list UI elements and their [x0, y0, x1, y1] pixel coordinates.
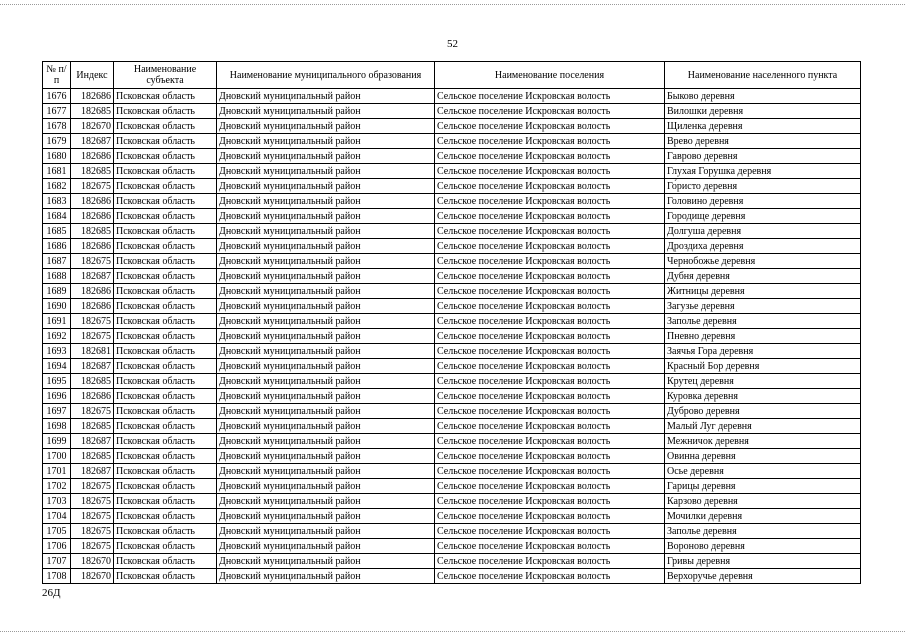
- postal-index: 182687: [71, 464, 114, 479]
- postal-index: 182686: [71, 284, 114, 299]
- subject-name: Псковская область: [114, 284, 217, 299]
- postal-index: 182675: [71, 494, 114, 509]
- municipality-name: Дновский муниципальный район: [217, 524, 435, 539]
- table-body: [43, 89, 861, 584]
- postal-index: 182685: [71, 164, 114, 179]
- settlement-name: Сельское поселение Искровская волость: [435, 134, 665, 149]
- row-number: 1699: [43, 434, 71, 449]
- row-number: 1679: [43, 134, 71, 149]
- locality-name: Го́ристо деревня: [665, 179, 861, 194]
- header-number: № п/п: [43, 62, 71, 89]
- municipality-name: Дновский муниципальный район: [217, 149, 435, 164]
- municipality-name: Дновский муниципальный район: [217, 419, 435, 434]
- settlement-name: Сельское поселение Искровская волость: [435, 524, 665, 539]
- municipality-name: Дновский муниципальный район: [217, 404, 435, 419]
- table-row: [43, 389, 861, 404]
- row-number: 1691: [43, 314, 71, 329]
- postal-index: 182686: [71, 239, 114, 254]
- municipality-name: Дновский муниципальный район: [217, 329, 435, 344]
- table-row: [43, 404, 861, 419]
- locality-name: Мочилки деревня: [665, 509, 861, 524]
- locality-name: Вилошки деревня: [665, 104, 861, 119]
- settlement-name: Сельское поселение Искровская волость: [435, 329, 665, 344]
- subject-name: Псковская область: [114, 419, 217, 434]
- table-row: [43, 224, 861, 239]
- municipality-name: Дновский муниципальный район: [217, 449, 435, 464]
- locality-name: Дуброво деревня: [665, 404, 861, 419]
- postal-index: 182670: [71, 569, 114, 584]
- subject-name: Псковская область: [114, 209, 217, 224]
- municipality-name: Дновский муниципальный район: [217, 239, 435, 254]
- subject-name: Псковская область: [114, 554, 217, 569]
- locality-name: Межничок деревня: [665, 434, 861, 449]
- postal-index: 182686: [71, 194, 114, 209]
- settlement-name: Сельское поселение Искровская волость: [435, 494, 665, 509]
- settlement-name: Сельское поселение Искровская волость: [435, 284, 665, 299]
- row-number: 1676: [43, 89, 71, 104]
- settlement-name: Сельское поселение Искровская волость: [435, 164, 665, 179]
- settlement-name: Сельское поселение Искровская волость: [435, 194, 665, 209]
- postal-index: 182686: [71, 299, 114, 314]
- table-row: [43, 539, 861, 554]
- postal-index: 182675: [71, 254, 114, 269]
- settlement-name: Сельское поселение Искровская волость: [435, 254, 665, 269]
- locality-name: Крутец деревня: [665, 374, 861, 389]
- municipality-name: Дновский муниципальный район: [217, 539, 435, 554]
- municipality-name: Дновский муниципальный район: [217, 494, 435, 509]
- municipality-name: Дновский муниципальный район: [217, 224, 435, 239]
- row-number: 1683: [43, 194, 71, 209]
- locality-name: Глухая Горушка деревня: [665, 164, 861, 179]
- settlement-name: Сельское поселение Искровская волость: [435, 479, 665, 494]
- postal-index: 182687: [71, 359, 114, 374]
- postal-index: 182675: [71, 329, 114, 344]
- subject-name: Псковская область: [114, 329, 217, 344]
- locality-name: Куровка деревня: [665, 389, 861, 404]
- settlement-name: Сельское поселение Искровская волость: [435, 404, 665, 419]
- locality-name: Заполье деревня: [665, 314, 861, 329]
- row-number: 1687: [43, 254, 71, 269]
- row-number: 1682: [43, 179, 71, 194]
- footer-code: 26Д: [42, 587, 61, 599]
- page-number: 52: [447, 38, 458, 50]
- settlement-name: Сельское поселение Искровская волость: [435, 389, 665, 404]
- subject-name: Псковская область: [114, 104, 217, 119]
- locality-name: Дроздиха деревня: [665, 239, 861, 254]
- subject-name: Псковская область: [114, 344, 217, 359]
- postal-index: 182685: [71, 419, 114, 434]
- settlement-name: Сельское поселение Искровская волость: [435, 239, 665, 254]
- municipality-name: Дновский муниципальный район: [217, 194, 435, 209]
- settlement-name: Сельское поселение Искровская волость: [435, 464, 665, 479]
- settlement-name: Сельское поселение Искровская волость: [435, 344, 665, 359]
- row-number: 1681: [43, 164, 71, 179]
- settlement-name: Сельское поселение Искровская волость: [435, 104, 665, 119]
- postal-index: 182670: [71, 119, 114, 134]
- postal-index: 182685: [71, 224, 114, 239]
- table-row: [43, 194, 861, 209]
- row-number: 1700: [43, 449, 71, 464]
- locality-name: Гарицы деревня: [665, 479, 861, 494]
- table-row: [43, 509, 861, 524]
- header-index: Индекс: [71, 62, 114, 89]
- municipality-name: Дновский муниципальный район: [217, 554, 435, 569]
- settlements-table: [42, 61, 861, 584]
- municipality-name: Дновский муниципальный район: [217, 299, 435, 314]
- subject-name: Псковская область: [114, 119, 217, 134]
- row-number: 1704: [43, 509, 71, 524]
- municipality-name: Дновский муниципальный район: [217, 104, 435, 119]
- row-number: 1707: [43, 554, 71, 569]
- table-row: [43, 494, 861, 509]
- table-row: [43, 269, 861, 284]
- table-row: [43, 374, 861, 389]
- subject-name: Псковская область: [114, 359, 217, 374]
- locality-name: Малый Луг деревня: [665, 419, 861, 434]
- locality-name: Чернобожье деревня: [665, 254, 861, 269]
- row-number: 1690: [43, 299, 71, 314]
- table-row: [43, 359, 861, 374]
- table-row: [43, 149, 861, 164]
- municipality-name: Дновский муниципальный район: [217, 119, 435, 134]
- postal-index: 182686: [71, 209, 114, 224]
- settlement-name: Сельское поселение Искровская волость: [435, 149, 665, 164]
- municipality-name: Дновский муниципальный район: [217, 479, 435, 494]
- subject-name: Псковская область: [114, 539, 217, 554]
- municipality-name: Дновский муниципальный район: [217, 374, 435, 389]
- table-row: [43, 329, 861, 344]
- row-number: 1694: [43, 359, 71, 374]
- table-row: [43, 464, 861, 479]
- row-number: 1677: [43, 104, 71, 119]
- row-number: 1705: [43, 524, 71, 539]
- table-row: [43, 164, 861, 179]
- subject-name: Псковская область: [114, 524, 217, 539]
- municipality-name: Дновский муниципальный район: [217, 209, 435, 224]
- locality-name: Житницы деревня: [665, 284, 861, 299]
- row-number: 1708: [43, 569, 71, 584]
- postal-index: 182686: [71, 89, 114, 104]
- subject-name: Псковская область: [114, 569, 217, 584]
- settlement-name: Сельское поселение Искровская волость: [435, 539, 665, 554]
- subject-name: Псковская область: [114, 479, 217, 494]
- header-municipality: Наименование муниципального образования: [217, 62, 435, 89]
- locality-name: Долгуша деревня: [665, 224, 861, 239]
- settlement-name: Сельское поселение Искровская волость: [435, 269, 665, 284]
- subject-name: Псковская область: [114, 449, 217, 464]
- subject-name: Псковская область: [114, 404, 217, 419]
- settlement-name: Сельское поселение Искровская волость: [435, 374, 665, 389]
- locality-name: Заячья Гора деревня: [665, 344, 861, 359]
- municipality-name: Дновский муниципальный район: [217, 314, 435, 329]
- table-row: [43, 299, 861, 314]
- subject-name: Псковская область: [114, 434, 217, 449]
- municipality-name: Дновский муниципальный район: [217, 569, 435, 584]
- scan-top-border: [0, 4, 905, 5]
- row-number: 1685: [43, 224, 71, 239]
- row-number: 1689: [43, 284, 71, 299]
- postal-index: 182681: [71, 344, 114, 359]
- postal-index: 182675: [71, 509, 114, 524]
- row-number: 1703: [43, 494, 71, 509]
- subject-name: Псковская область: [114, 149, 217, 164]
- locality-name: Дубня деревня: [665, 269, 861, 284]
- settlement-name: Сельское поселение Искровская волость: [435, 224, 665, 239]
- postal-index: 182686: [71, 389, 114, 404]
- table-row: [43, 179, 861, 194]
- subject-name: Псковская область: [114, 179, 217, 194]
- locality-name: Гаврово деревня: [665, 149, 861, 164]
- settlement-name: Сельское поселение Искровская волость: [435, 119, 665, 134]
- settlement-name: Сельское поселение Искровская волость: [435, 509, 665, 524]
- table-row: [43, 209, 861, 224]
- locality-name: Городище деревня: [665, 209, 861, 224]
- subject-name: Псковская область: [114, 134, 217, 149]
- row-number: 1695: [43, 374, 71, 389]
- row-number: 1698: [43, 419, 71, 434]
- municipality-name: Дновский муниципальный район: [217, 179, 435, 194]
- settlement-name: Сельское поселение Искровская волость: [435, 359, 665, 374]
- header-subject: Наименование субъекта: [114, 62, 217, 89]
- subject-name: Псковская область: [114, 194, 217, 209]
- subject-name: Псковская область: [114, 164, 217, 179]
- row-number: 1697: [43, 404, 71, 419]
- row-number: 1696: [43, 389, 71, 404]
- subject-name: Псковская область: [114, 269, 217, 284]
- table-row: [43, 419, 861, 434]
- subject-name: Псковская область: [114, 224, 217, 239]
- header-settlement: Наименование поселения: [435, 62, 665, 89]
- subject-name: Псковская область: [114, 509, 217, 524]
- municipality-name: Дновский муниципальный район: [217, 89, 435, 104]
- postal-index: 182675: [71, 314, 114, 329]
- settlement-name: Сельское поселение Искровская волость: [435, 209, 665, 224]
- table-row: [43, 254, 861, 269]
- municipality-name: Дновский муниципальный район: [217, 389, 435, 404]
- locality-name: Вороново деревня: [665, 539, 861, 554]
- municipality-name: Дновский муниципальный район: [217, 254, 435, 269]
- table-row: [43, 554, 861, 569]
- locality-name: Быково деревня: [665, 89, 861, 104]
- subject-name: Псковская область: [114, 464, 217, 479]
- municipality-name: Дновский муниципальный район: [217, 134, 435, 149]
- row-number: 1701: [43, 464, 71, 479]
- subject-name: Псковская область: [114, 254, 217, 269]
- settlement-name: Сельское поселение Искровская волость: [435, 419, 665, 434]
- postal-index: 182675: [71, 524, 114, 539]
- municipality-name: Дновский муниципальный район: [217, 344, 435, 359]
- municipality-name: Дновский муниципальный район: [217, 509, 435, 524]
- locality-name: Осье деревня: [665, 464, 861, 479]
- postal-index: 182685: [71, 104, 114, 119]
- locality-name: Карзово деревня: [665, 494, 861, 509]
- table-row: [43, 119, 861, 134]
- locality-name: Красный Бор деревня: [665, 359, 861, 374]
- table-row: [43, 89, 861, 104]
- postal-index: 182675: [71, 179, 114, 194]
- row-number: 1678: [43, 119, 71, 134]
- postal-index: 182675: [71, 539, 114, 554]
- locality-name: Заполье деревня: [665, 524, 861, 539]
- table-header-row: [43, 62, 861, 89]
- table-row: [43, 284, 861, 299]
- settlement-name: Сельское поселение Искровская волость: [435, 434, 665, 449]
- postal-index: 182685: [71, 449, 114, 464]
- scan-bottom-border: [0, 631, 905, 632]
- postal-index: 182675: [71, 479, 114, 494]
- table-row: [43, 134, 861, 149]
- locality-name: Гривы деревня: [665, 554, 861, 569]
- table-row: [43, 449, 861, 464]
- postal-index: 182687: [71, 269, 114, 284]
- table-row: [43, 104, 861, 119]
- municipality-name: Дновский муниципальный район: [217, 269, 435, 284]
- subject-name: Псковская область: [114, 89, 217, 104]
- table-row: [43, 524, 861, 539]
- postal-index: 182670: [71, 554, 114, 569]
- header-locality: Наименование населенного пункта: [665, 62, 861, 89]
- postal-index: 182686: [71, 149, 114, 164]
- subject-name: Псковская область: [114, 314, 217, 329]
- row-number: 1693: [43, 344, 71, 359]
- municipality-name: Дновский муниципальный район: [217, 359, 435, 374]
- postal-index: 182675: [71, 404, 114, 419]
- row-number: 1688: [43, 269, 71, 284]
- settlement-name: Сельское поселение Искровская волость: [435, 299, 665, 314]
- settlement-name: Сельское поселение Искровская волость: [435, 569, 665, 584]
- municipality-name: Дновский муниципальный район: [217, 284, 435, 299]
- row-number: 1686: [43, 239, 71, 254]
- settlement-name: Сельское поселение Искровская волость: [435, 89, 665, 104]
- subject-name: Псковская область: [114, 374, 217, 389]
- table-row: [43, 434, 861, 449]
- row-number: 1692: [43, 329, 71, 344]
- settlement-name: Сельское поселение Искровская волость: [435, 179, 665, 194]
- table-row: [43, 569, 861, 584]
- postal-index: 182687: [71, 434, 114, 449]
- municipality-name: Дновский муниципальный район: [217, 434, 435, 449]
- table-row: [43, 479, 861, 494]
- locality-name: Овинна деревня: [665, 449, 861, 464]
- row-number: 1680: [43, 149, 71, 164]
- table-row: [43, 314, 861, 329]
- row-number: 1706: [43, 539, 71, 554]
- row-number: 1684: [43, 209, 71, 224]
- locality-name: Щиленка деревня: [665, 119, 861, 134]
- subject-name: Псковская область: [114, 299, 217, 314]
- municipality-name: Дновский муниципальный район: [217, 164, 435, 179]
- locality-name: Головино деревня: [665, 194, 861, 209]
- locality-name: Верхоручье деревня: [665, 569, 861, 584]
- settlement-name: Сельское поселение Искровская волость: [435, 314, 665, 329]
- postal-index: 182687: [71, 134, 114, 149]
- locality-name: Загузье деревня: [665, 299, 861, 314]
- table-row: [43, 239, 861, 254]
- subject-name: Псковская область: [114, 389, 217, 404]
- postal-index: 182685: [71, 374, 114, 389]
- table-row: [43, 344, 861, 359]
- settlement-name: Сельское поселение Искровская волость: [435, 449, 665, 464]
- subject-name: Псковская область: [114, 239, 217, 254]
- locality-name: Врево деревня: [665, 134, 861, 149]
- municipality-name: Дновский муниципальный район: [217, 464, 435, 479]
- subject-name: Псковская область: [114, 494, 217, 509]
- locality-name: Пневно деревня: [665, 329, 861, 344]
- row-number: 1702: [43, 479, 71, 494]
- settlement-name: Сельское поселение Искровская волость: [435, 554, 665, 569]
